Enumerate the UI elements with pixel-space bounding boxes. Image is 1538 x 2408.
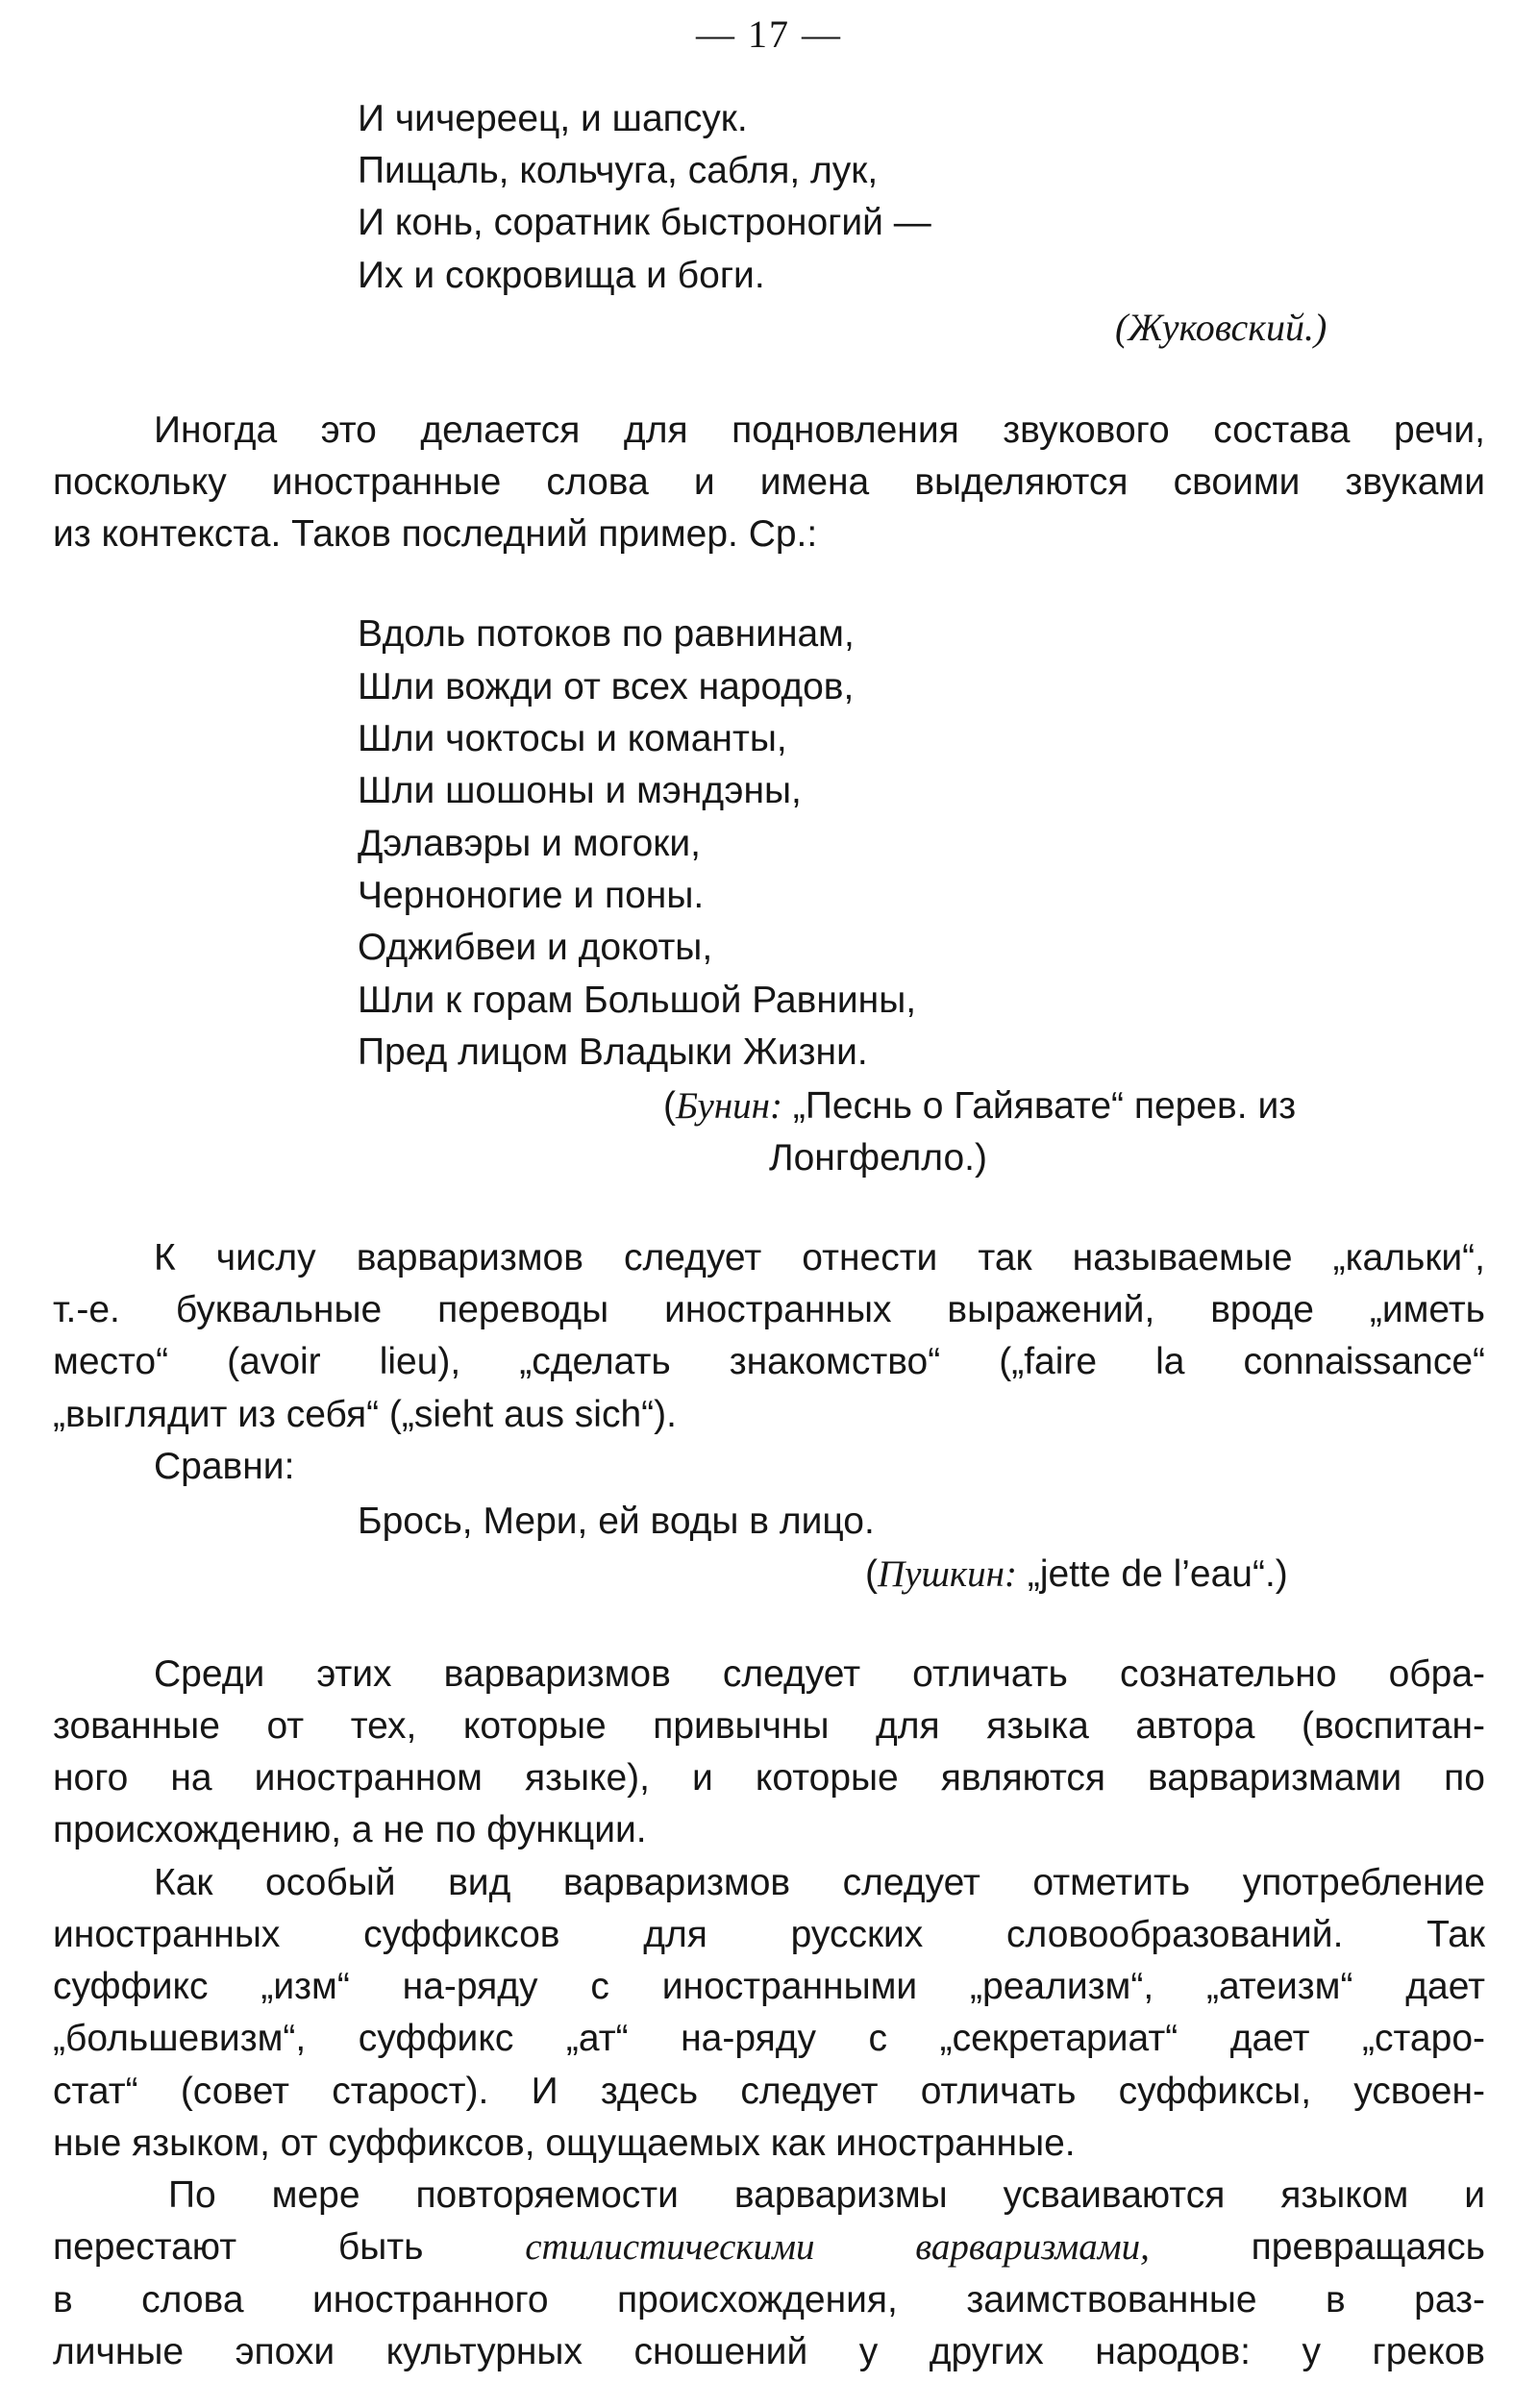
text-line: „выглядит из себя“ („sieht aus sich“). <box>53 1394 677 1435</box>
text-line: По мере повторяемости варваризмы усваиваются языком и <box>168 2174 1485 2216</box>
emphasized-term: стилистическими варваризмами, <box>525 2226 1150 2268</box>
verse-line: И конь, соратник быстроногий — <box>358 202 931 243</box>
text-line: из контекста. Таков последний пример. Ср.: <box>53 513 818 555</box>
text-line: происхождению, а не по функции. <box>53 1809 647 1850</box>
text-line: ного на иностранном языке), и которые являются варваризмами по <box>53 1757 1485 1799</box>
text-line: зованные от тех, которые привычны для языка автора (воспитан- <box>53 1705 1485 1747</box>
text-segment: превращаясь <box>1251 2226 1485 2268</box>
text-line <box>53 2222 1485 2272</box>
text-line: Иногда это делается для подновления звукового состава речи, <box>154 410 1485 451</box>
verse-line: Шли вожди от всех народов, <box>358 666 855 708</box>
verse-line: Пищаль, кольчуга, сабля, лук, <box>358 150 879 191</box>
text-line: поскольку иностранные слова и имена выделяются своими звуками <box>53 461 1485 503</box>
text-line: в слова иностранного происхождения, заимствованные в раз- <box>53 2279 1485 2321</box>
attribution-zhukovsky: (Жуковский.) <box>1115 306 1327 349</box>
text-segment: перестают быть <box>53 2226 424 2268</box>
verse-line: Пред лицом Владыки Жизни. <box>358 1031 868 1073</box>
verse-line: Оджибвеи и докоты, <box>358 927 713 968</box>
attribution-bunin: (Бунин: „Песнь о Гайявате“ перев. из <box>663 1085 1297 1127</box>
text-line: т.-е. буквальные переводы иностранных выражений, вроде „иметь <box>53 1289 1485 1330</box>
text-line: „большевизм“, суффикс „ат“ на-ряду с „секретариат“ дает „старо- <box>53 2018 1485 2059</box>
text-line: К числу варваризмов следует отнести так называемые „кальки“, <box>154 1237 1485 1278</box>
attribution-bunin-cont: Лонгфелло.) <box>769 1137 987 1179</box>
attribution-title: „jette de l’eau“.) <box>1017 1553 1288 1595</box>
text-line: иностранных суффиксов для русских словообразований. Так <box>53 1914 1485 1955</box>
text-line: место“ (avoir lieu), „сделать знакомство“ („faire la connaissance“ <box>53 1341 1485 1382</box>
quoted-verse: Брось, Мери, ей воды в лицо. <box>358 1501 875 1542</box>
text-line: стат“ (совет старост). И здесь следует отличать суффиксы, усвоен- <box>53 2071 1485 2112</box>
text-line: личные эпохи культурных сношений у других народов: у греков <box>53 2331 1485 2372</box>
verse-line: Вдоль потоков по равнинам, <box>358 613 855 655</box>
text-line: Среди этих варваризмов следует отличать сознательно обра- <box>154 1653 1485 1695</box>
attribution-author: Бунин: <box>676 1085 783 1127</box>
verse-line: Черноногие и поны. <box>358 875 705 916</box>
verse-line: И чичереец, и шапсук. <box>358 98 748 139</box>
text-line: ные языком, от суффиксов, ощущаемых как иностранные. <box>53 2123 1076 2164</box>
attribution-title: „Песнь о Гайявате“ перев. из <box>782 1085 1297 1127</box>
compare-label: Сравни: <box>154 1446 295 1487</box>
verse-line: Их и сокровища и боги. <box>358 255 765 296</box>
attribution-pushkin: (Пушкин: „jette de l’eau“.) <box>865 1553 1288 1595</box>
text-line: Как особый вид варваризмов следует отметить употребление <box>154 1862 1485 1903</box>
verse-line: Шли шошоны и мэндэны, <box>358 770 802 811</box>
verse-line: Шли к горам Большой Равнины, <box>358 980 917 1021</box>
verse-line: Дэлавэры и могоки, <box>358 823 701 864</box>
text-line: суффикс „изм“ на-ряду с иностранными „реализм“, „атеизм“ дает <box>53 1966 1485 2007</box>
verse-line: Шли чоктосы и команты, <box>358 718 787 759</box>
page-number: — 17 — <box>696 12 842 56</box>
attribution-author: Пушкин: <box>878 1553 1017 1595</box>
